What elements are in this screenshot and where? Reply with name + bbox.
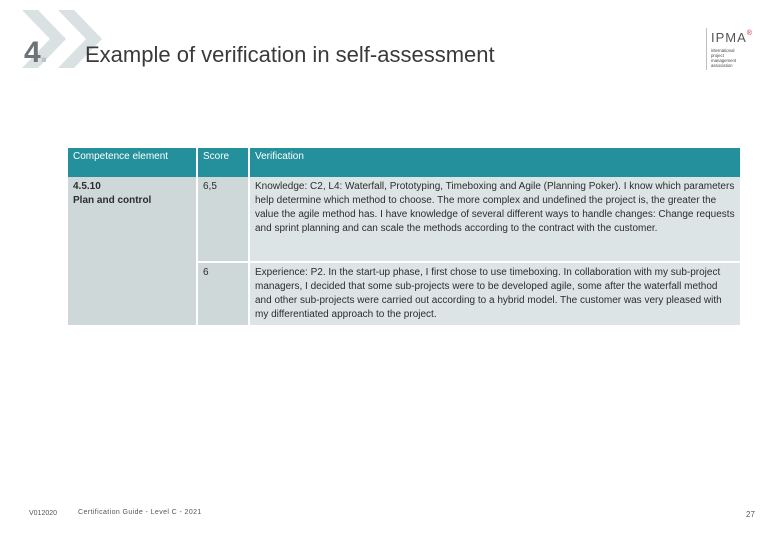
verification-cell: Knowledge: C2, L4: Waterfall, Prototyping, Timeboxing and Agile (Planning Poker). I know which parameters help determine which method to choose. The more complex and undefined the project is, the greater the value the agile method has. I have knowledge of several different ways to handle changes: Change requests and sprint planning and can scale the methods according to the contract with the customer.: [250, 177, 742, 263]
verification-cell: Experience: P2. In the start-up phase, I first chose to use timeboxing. In collaboration with my sub-project managers, I decided that some sub-projects were to be developed agile, some after the waterfall method and other sub-projects were carried out according to a hybrid model. The customer was very pleased with my differentiated approach to the project.: [250, 263, 742, 327]
header-competence-element: Competence element: [68, 148, 198, 177]
score-cell: 6,5: [198, 177, 250, 263]
competence-element-cell: [68, 177, 198, 327]
ipma-logo: [706, 28, 762, 78]
logo-divider: [706, 28, 707, 70]
page-title: Example of verification in self-assessment: [85, 42, 495, 67]
section-number: 4.: [24, 36, 48, 69]
header-verification: Verification: [250, 148, 742, 177]
verification-table: [68, 148, 742, 327]
table-header-row: [68, 148, 742, 177]
header-score: Score: [198, 148, 250, 177]
logo-wordmark: IPMA®: [711, 30, 753, 45]
element-name: Plan and control: [73, 195, 152, 206]
logo-tagline: international project management association: [711, 48, 737, 68]
page-number: 27: [746, 510, 755, 519]
element-id: 4.5.10: [73, 181, 101, 192]
footer-text: Certification Guide - Level C - 2021: [78, 509, 202, 516]
table-row: [68, 177, 742, 263]
score-cell: 6: [198, 263, 250, 327]
version-label: V012020: [29, 510, 58, 517]
